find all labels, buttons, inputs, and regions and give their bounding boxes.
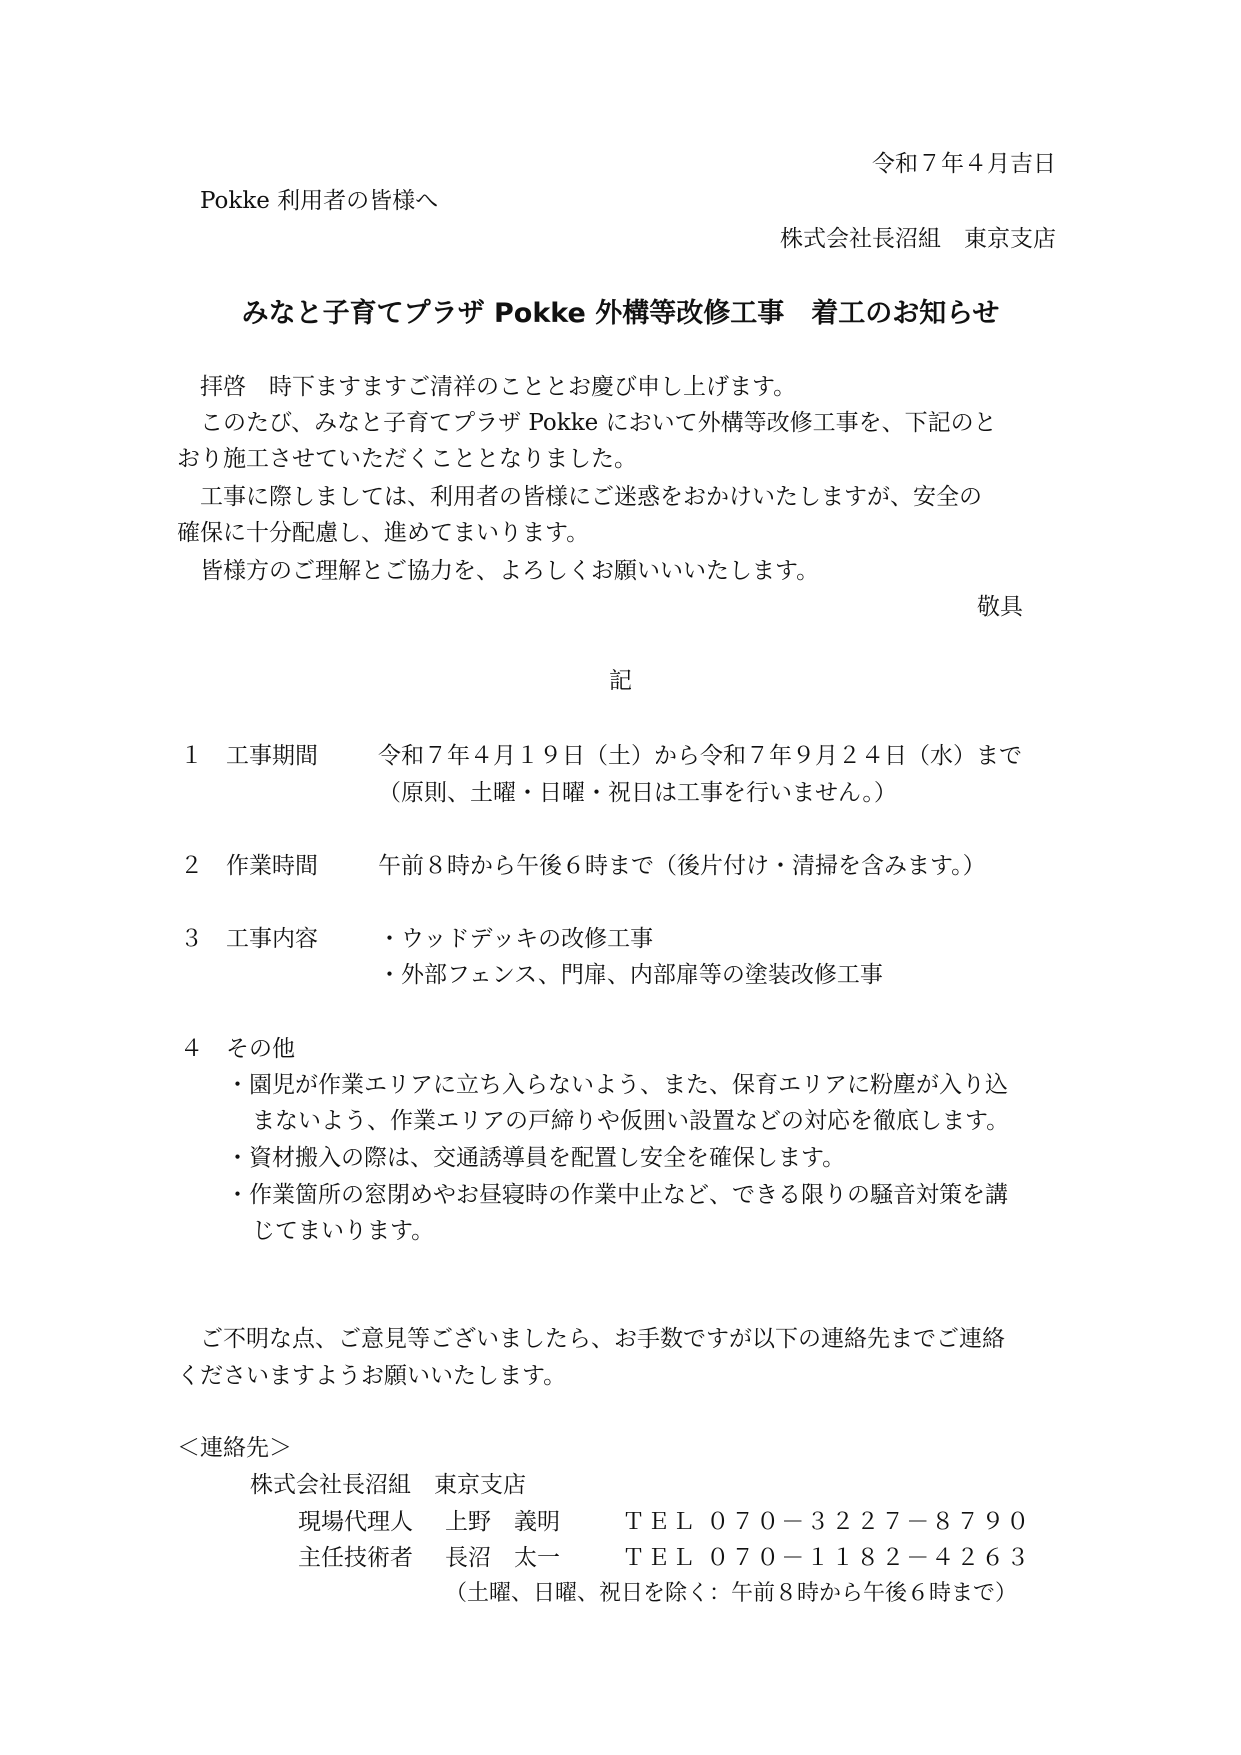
item-4-bullet-3-line-2: じてまいります。 xyxy=(252,1218,435,1244)
item-1-number: １ xyxy=(180,743,203,769)
contact-2-role: 主任技術者 xyxy=(298,1545,413,1571)
item-2-line-1: 午前８時から午後６時まで（後片付け・清掃を含みます。） xyxy=(378,853,986,879)
contact-company: 株式会社長沼組 東京支店 xyxy=(250,1472,526,1498)
inquiry-line-1: ご不明な点、ご意見等ございましたら、お手数ですが以下の連絡先までご連絡 xyxy=(200,1326,1005,1352)
paragraph-1-line-1: このたび、みなと子育てプラザ Pokke において外構等改修工事を、下記のと xyxy=(200,410,997,436)
contact-1-name: 上野 義明 xyxy=(445,1509,560,1535)
item-4-label: その他 xyxy=(226,1036,295,1062)
contact-heading: ＜連絡先＞ xyxy=(177,1435,292,1461)
issue-date: 令和７年４月吉日 xyxy=(872,151,1056,177)
greeting-line: 拝啓 時下ますますご清祥のこととお慶び申し上げます。 xyxy=(200,374,797,400)
item-3-label: 工事内容 xyxy=(226,926,318,952)
sender: 株式会社長沼組 東京支店 xyxy=(780,226,1056,252)
contact-2-tel: ＴＥＬ ０７０－１１８２－４２６３ xyxy=(622,1545,1032,1571)
item-2-label: 作業時間 xyxy=(226,853,318,879)
item-1-line-2: （原則、土曜・日曜・祝日は工事を行いません。） xyxy=(378,780,897,806)
item-3-number: ３ xyxy=(180,926,203,952)
recipient: Pokke 利用者の皆様へ xyxy=(200,188,439,214)
document-title: みなと子育てプラザ Pokke 外構等改修工事 着工のお知らせ xyxy=(241,298,1000,329)
item-4-bullet-2: ・資材搬入の際は、交通誘導員を配置し安全を確保します。 xyxy=(226,1145,846,1171)
paragraph-2-line-1: 工事に際しましては、利用者の皆様にご迷惑をおかけいたしますが、安全の xyxy=(200,484,982,510)
paragraph-2-line-2: 確保に十分配慮し、進めてまいります。 xyxy=(177,520,590,546)
contact-1-role: 現場代理人 xyxy=(298,1509,413,1535)
inquiry-line-2: くださいますようお願いいたします。 xyxy=(177,1363,567,1389)
closing-keigu: 敬具 xyxy=(977,594,1023,620)
contact-hours: （土曜、日曜、祝日を除く：午前８時から午後６時まで） xyxy=(445,1581,1018,1606)
item-4-bullet-1-line-2: まないよう、作業エリアの戸締りや仮囲い設置などの対応を徹底します。 xyxy=(252,1108,1010,1134)
item-4-bullet-1-line-1: ・園児が作業エリアに立ち入らないよう、また、保育エリアに粉塵が入り込 xyxy=(226,1072,1008,1098)
item-2-number: ２ xyxy=(180,853,203,879)
item-3-line-2: ・外部フェンス、門扉、内部扉等の塗装改修工事 xyxy=(378,962,883,988)
item-4-bullet-3-line-1: ・作業箇所の窓閉めやお昼寝時の作業中止など、できる限りの騒音対策を講 xyxy=(226,1182,1008,1208)
contact-1-tel: ＴＥＬ ０７０－３２２７－８７９０ xyxy=(622,1509,1032,1535)
item-3-line-1: ・ウッドデッキの改修工事 xyxy=(378,926,654,952)
item-1-label: 工事期間 xyxy=(226,743,318,769)
item-4-number: ４ xyxy=(180,1036,203,1062)
contact-2-name: 長沼 太一 xyxy=(445,1545,560,1571)
paragraph-1-line-2: おり施工させていただくこととなりました。 xyxy=(177,446,637,472)
ki-heading: 記 xyxy=(609,668,632,694)
paragraph-3: 皆様方のご理解とご協力を、よろしくお願いいいたします。 xyxy=(200,558,820,584)
item-1-line-1: 令和７年４月１９日（土）から令和７年９月２４日（水）まで xyxy=(378,743,1022,769)
